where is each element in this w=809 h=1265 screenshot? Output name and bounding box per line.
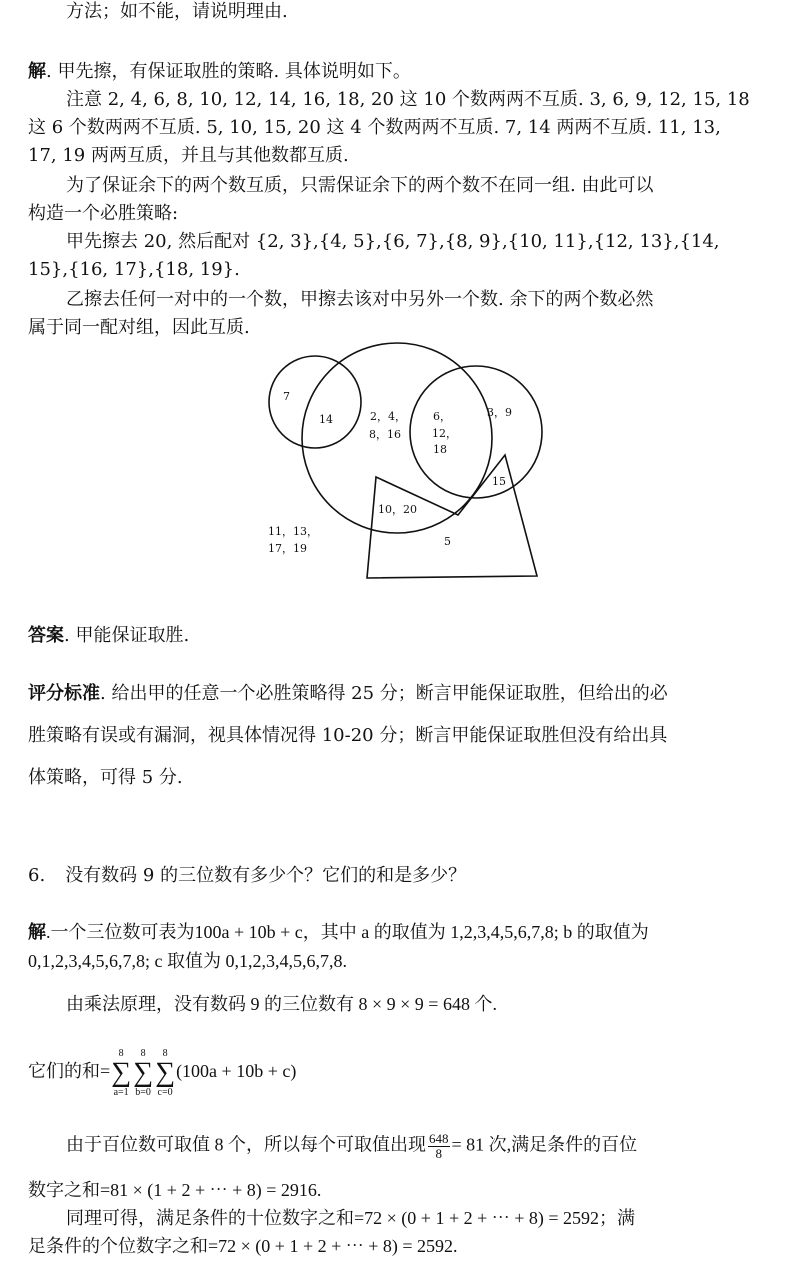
sigma-c-top: 8 [162, 1047, 168, 1059]
line5-pre: 由于百位数可取值 8 个，所以每个可取值出现 [66, 1134, 426, 1155]
solution2-line8: 足条件的个位数字之和=72 × (0 + 1 + 2 + ⋯ + 8) = 2592. [28, 1236, 458, 1256]
question-6 [28, 864, 466, 888]
fraction-648-8 [428, 1132, 450, 1161]
sigma-a-bottom: a=1 [113, 1086, 129, 1098]
venn-label-primes-b: 17，19 [268, 542, 307, 555]
sol1-p4-line1: 乙擦去任何一对中的一个数，甲擦去该对中另外一个数. 余下的两个数必然 [66, 289, 654, 310]
sigma-a-top: 8 [118, 1047, 124, 1059]
grading-text-1: . 给出甲的任意一个必胜策略得 25 分；断言甲能保证取胜，但给出的必 [100, 683, 668, 704]
sol1-p1-line1: 注意 2, 4, 6, 8, 10, 12, 14, 16, 18, 20 这 10 个数两两不互质. 3, 6, 9, 12, 15, 18 [66, 89, 750, 110]
top-line: 方法；如不能，请说明理由. [66, 1, 288, 22]
venn-label-evens-a: 2，4， [370, 410, 406, 423]
grading-line3: 体策略，可得 5 分. [28, 767, 183, 788]
sigma-a: 8 ∑ a=1 [111, 1047, 132, 1098]
sigma-c-bottom: c=0 [157, 1086, 173, 1098]
grading-line2: 胜策略有误或有漏洞，视具体情况得 10-20 分；断言甲能保证取胜但没有给出具 [28, 725, 668, 746]
answer-text: . 甲能保证取胜. [64, 625, 190, 646]
solution2-line6: 数字之和=81 × (1 + 2 + ⋯ + 8) = 2916. [28, 1180, 322, 1200]
venn-diagram [0, 0, 809, 600]
sigma-b: 8 ∑ b=0 [133, 1047, 154, 1098]
sol1-p3-line1: 甲先擦去 20, 然后配对 {2, 3},{4, 5},{6, 7},{8, 9},{10, 11},{12, 13},{14, [66, 231, 720, 252]
venn-label-primes-a: 11，13， [268, 525, 318, 538]
venn-label-5: 5 [444, 535, 451, 548]
solution2-line2: 0,1,2,3,4,5,6,7,8; c 取值为 0,1,2,3,4,5,6,7,8. [28, 951, 347, 971]
sigma-b-bottom: b=0 [135, 1086, 151, 1098]
question-number: 6. [28, 865, 46, 886]
venn-label-14: 14 [319, 413, 333, 426]
solution2-label: 解 [28, 922, 46, 942]
venn-label-10-20: 10，20 [378, 503, 417, 516]
question-text: 没有数码 9 的三位数有多少个？它们的和是多少？ [65, 865, 467, 886]
fraction-denominator: 8 [435, 1146, 442, 1161]
venn-label-18: 18 [433, 443, 447, 456]
fraction-numerator: 648 [429, 1131, 449, 1146]
answer-label: 答案 [28, 625, 64, 646]
solution1-label: 解 [28, 61, 46, 82]
solution2-line5 [66, 1132, 637, 1161]
sol1-p1-line2: 这 6 个数两两不互质. 5, 10, 15, 20 这 4 个数两两不互质. 7, 14 两两不互质. 11, 13, [28, 117, 721, 138]
solution2-line1-text: .一个三位数可表为100a + 10b + c，其中 a 的取值为 1,2,3,4,5,6,7,8; b 的取值为 [46, 922, 649, 942]
venn-label-3-9: 3，9 [487, 406, 512, 419]
solution1-intro-text: . 甲先擦，有保证取胜的策略. 具体说明如下。 [46, 61, 411, 82]
five-group-polygon [367, 455, 537, 578]
sol1-p2-line1: 为了保证余下的两个数互质，只需保证余下的两个数不在同一组. 由此可以 [66, 175, 654, 196]
venn-label-7: 7 [283, 390, 290, 403]
sol1-p4-line2: 属于同一配对组，因此互质. [28, 317, 250, 338]
grading-label: 评分标准 [28, 683, 100, 704]
sigma-c: 8 ∑ c=0 [155, 1047, 176, 1098]
sigma-b-top: 8 [140, 1047, 146, 1059]
solution2-line1 [28, 920, 649, 944]
sol1-p1-line3: 17, 19 两两互质，并且与其他数都互质. [28, 145, 349, 166]
answer-line [28, 624, 189, 648]
sum-body: (100a + 10b + c) [176, 1061, 297, 1081]
sum-prefix: 它们的和= [28, 1061, 111, 1081]
line5-post: = 81 次,满足条件的百位 [451, 1134, 638, 1155]
sum-formula [28, 1046, 296, 1098]
grading-line1 [28, 682, 668, 706]
solution2-line7: 同理可得，满足条件的十位数字之和=72 × (0 + 1 + 2 + ⋯ + 8) = 2592；满 [66, 1208, 636, 1228]
sol1-p2-line2: 构造一个必胜策略: [28, 203, 179, 224]
venn-label-6: 6， [433, 410, 451, 423]
venn-label-15: 15 [492, 475, 506, 488]
venn-label-12: 12， [432, 427, 457, 440]
venn-label-evens-b: 8，16 [369, 428, 401, 441]
sol1-p3-line2: 15},{16, 17},{18, 19}. [28, 259, 240, 280]
solution2-line3: 由乘法原理，没有数码 9 的三位数有 8 × 9 × 9 = 648 个. [66, 994, 497, 1014]
